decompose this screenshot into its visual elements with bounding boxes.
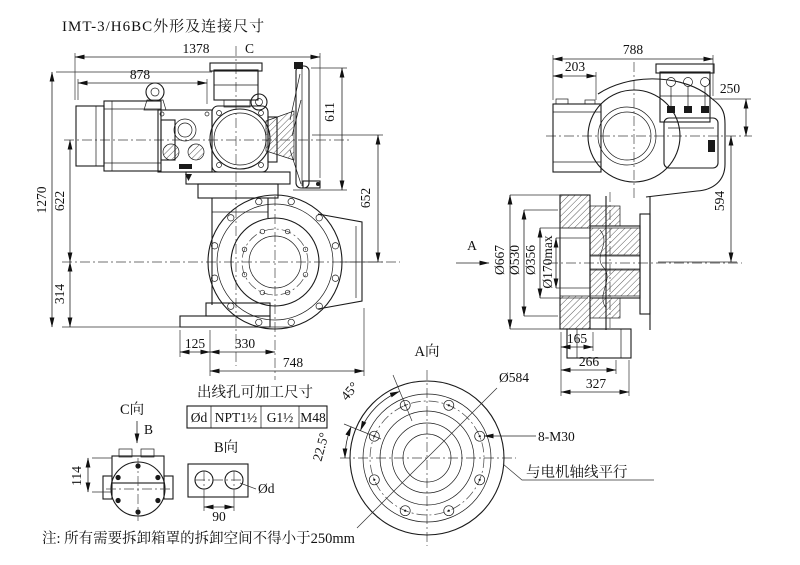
angle-bolt-offset: 22.5°	[309, 430, 332, 463]
outlet-option-npt: NPT1½	[214, 410, 258, 425]
front-view-dimensions	[34, 41, 383, 376]
dia-flange: Ø667	[492, 245, 507, 275]
dia-bolt-circle: Ø530	[507, 245, 522, 275]
dim-gearbox-depth: 203	[564, 59, 586, 74]
footnote: 注: 所有需要拆卸箱罩的拆卸空间不得小于250mm	[42, 531, 355, 547]
dim-flange-depth: 266	[578, 354, 600, 369]
view-b-title: B向	[214, 440, 239, 456]
dim-base-offset: 125	[184, 336, 206, 351]
dim-axis-to-output: 622	[52, 190, 67, 212]
direction-b-label: B	[144, 422, 154, 437]
outlet-option-m48: M48	[300, 410, 326, 425]
dim-removal-clearance: 250	[719, 81, 741, 96]
outlet-table	[187, 383, 327, 428]
hole-dia-label: Ød	[258, 481, 275, 496]
view-c-title: C向	[120, 402, 145, 418]
dim-overall-height: 1270	[34, 186, 49, 214]
dim-handwheel-to-output: 652	[358, 187, 373, 209]
front-view	[62, 46, 400, 380]
dim-base-overall: 748	[282, 355, 304, 370]
dim-motor-span: 878	[129, 67, 151, 82]
angle-bolt-spacing: 45°	[337, 379, 362, 404]
dim-handwheel-height: 611	[322, 102, 337, 122]
bolt-spec: 8-M30	[538, 429, 575, 444]
view-a-arrow-label: A	[467, 238, 477, 253]
view-a-title: A向	[414, 344, 440, 360]
drawing-title: IMT-3/H6BC外形及连接尺寸	[62, 19, 266, 35]
outlet-table-title: 出线孔可加工尺寸	[197, 385, 313, 401]
dim-overall-depth: 788	[622, 42, 644, 57]
dia-spigot: Ø356	[523, 245, 538, 275]
dim-output-to-base: 314	[52, 283, 67, 305]
view-b	[188, 439, 275, 524]
dim-view-c-height: 114	[69, 466, 84, 486]
dim-hole-spacing: 90	[212, 509, 226, 524]
view-a	[310, 343, 654, 546]
view-c	[69, 401, 173, 521]
dia-bore: Ø170max	[540, 235, 555, 289]
dim-hub-depth: 165	[566, 331, 588, 346]
selector-knob	[188, 144, 204, 160]
dia-bolt-circle-a: Ø584	[499, 370, 529, 385]
dim-overall-width: 1378	[182, 41, 210, 56]
dim-base-to-center: 330	[234, 336, 256, 351]
outlet-option-g: G1½	[266, 410, 294, 425]
handwheel-hub	[266, 111, 294, 160]
outlet-header-cell: Ød	[190, 410, 208, 425]
dim-total-depth: 327	[585, 376, 607, 391]
dim-axis-to-output-axis: 594	[712, 190, 727, 212]
section-label-c: C	[245, 41, 255, 56]
selector-knob	[163, 144, 179, 160]
axis-parallel-note: 与电机轴线平行	[526, 465, 628, 481]
